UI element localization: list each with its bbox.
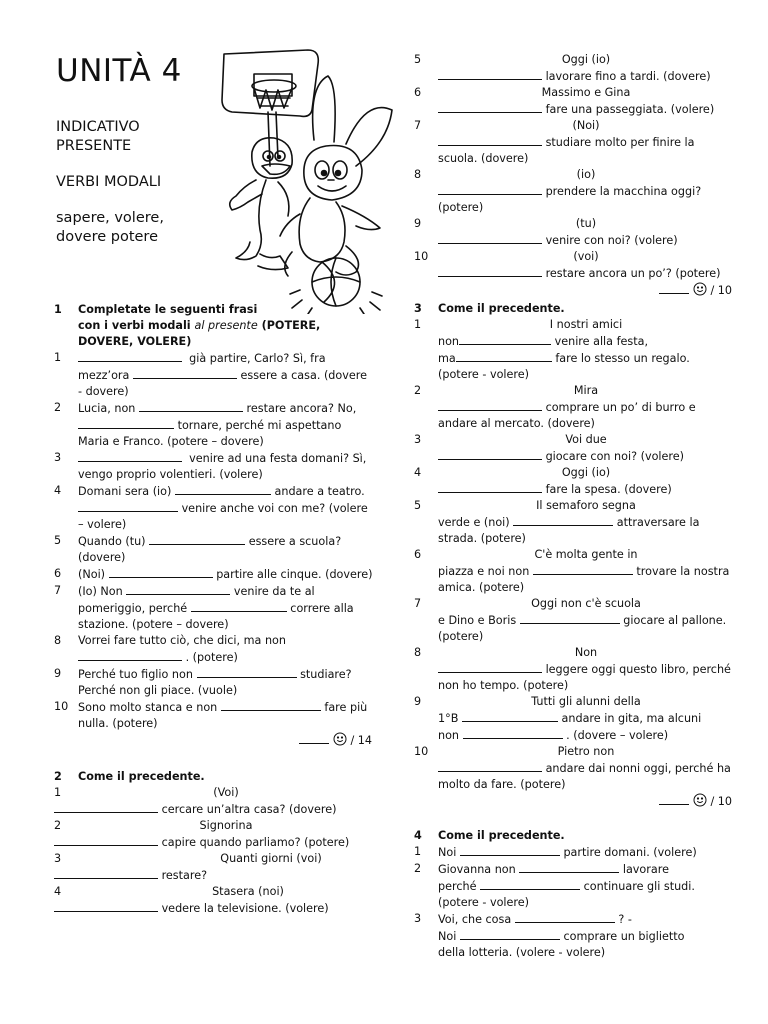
answer-blank[interactable] (438, 183, 542, 195)
list-item: 4 Stasera (noi) vedere la televisione. (volere) (54, 885, 329, 915)
right-column (414, 52, 734, 961)
answer-blank[interactable] (438, 101, 542, 113)
answer-blank[interactable] (438, 68, 542, 80)
list-item: 8 (io) prendere la macchina oggi? (potere) (414, 168, 702, 214)
list-item: 3 Voi due giocare con noi? (volere) (414, 433, 685, 463)
list-item: 10 Sono molto stanca e non fare più nulla. (potere) (54, 700, 368, 730)
subtitle-tense: INDICATIVO PRESENTE (56, 119, 140, 154)
answer-blank[interactable] (533, 563, 633, 575)
ex3-instructions: 3 Come il precedente. (414, 302, 565, 315)
answer-blank[interactable] (78, 649, 182, 661)
answer-blank[interactable] (175, 483, 271, 495)
left-column (54, 302, 374, 917)
subtitle-topic: VERBI MODALI (56, 174, 162, 190)
list-item: 6 C'è molta gente in piazza e noi non trovare la nostra amica. (potere) (414, 548, 730, 594)
list-item: 2 Giovanna non lavorare perché continuare gli studi. (potere - volere) (414, 862, 695, 909)
list-item: 9 Perché tuo figlio non studiare? Perché non gli piace. (vuole) (54, 667, 352, 697)
list-item: 4 Domani sera (io) andare a teatro. venire anche voi con me? (volere – volere) (54, 484, 368, 531)
list-item: 1 Noi partire domani. (volere) (414, 845, 697, 859)
subtitle-verbs: sapere, volere, dovere potere (56, 210, 164, 245)
answer-blank[interactable] (109, 566, 213, 578)
answer-blank[interactable] (463, 727, 563, 739)
list-item: 3 Quanti giorni (voi) restare? (54, 852, 322, 882)
answer-blank[interactable] (438, 661, 542, 673)
list-item: 1 I nostri amici non venire alla festa, ma fare lo stesso un regalo. (potere - volere) (414, 318, 690, 381)
smiley-icon (333, 732, 347, 746)
answer-blank[interactable] (460, 928, 560, 940)
answer-blank[interactable] (197, 666, 297, 678)
answer-blank[interactable] (139, 400, 243, 412)
answer-blank[interactable] (438, 760, 542, 772)
answer-blank[interactable] (54, 834, 158, 846)
cartoon-illustration (196, 46, 404, 314)
answer-blank[interactable] (515, 911, 615, 923)
list-item: 2 Signorina capire quando parliamo? (potere) (54, 819, 350, 849)
ex4-instructions: 4 Come il precedente. (414, 829, 565, 842)
list-item: 6 (Noi) partire alle cinque. (dovere) (54, 567, 373, 581)
answer-blank[interactable] (456, 350, 552, 362)
answer-blank[interactable] (126, 583, 230, 595)
answer-blank[interactable] (438, 448, 542, 460)
page-title: UNITÀ 4 (56, 53, 182, 89)
answer-blank[interactable] (54, 900, 158, 912)
list-item: 10 Pietro non andare dai nonni oggi, perché ha molto da fare. (potere) (414, 745, 731, 791)
score-blank[interactable] (299, 732, 329, 744)
list-item: 2 Lucia, non restare ancora? No, tornare, perché mi aspettano Maria e Franco. (potere – dovere) (54, 401, 357, 448)
answer-blank[interactable] (78, 417, 174, 429)
list-item: 4 Oggi (io) fare la spesa. (dovere) (414, 466, 672, 496)
score-blank[interactable] (659, 282, 689, 294)
list-item: 5 Il semaforo segna verde e (noi) attraversare la strada. (potere) (414, 499, 700, 545)
list-item: 1 (Voi) cercare un’altra casa? (dovere) (54, 786, 337, 816)
answer-blank[interactable] (133, 367, 237, 379)
answer-blank[interactable] (519, 861, 619, 873)
score-line: / 14 (54, 732, 374, 749)
ex2-instructions: 2 Come il precedente. (54, 770, 205, 783)
answer-blank[interactable] (438, 134, 542, 146)
score-line: / 10 (414, 793, 734, 810)
answer-blank[interactable] (459, 333, 551, 345)
answer-blank[interactable] (149, 533, 245, 545)
score-line: / 10 (414, 282, 734, 299)
list-item: 5 Oggi (io) lavorare fino a tardi. (dovere) (414, 53, 711, 83)
answer-blank[interactable] (78, 450, 182, 462)
answer-blank[interactable] (438, 265, 542, 277)
list-item: 7 (Noi) studiare molto per finire la scuola. (dovere) (414, 119, 695, 165)
score-blank[interactable] (659, 793, 689, 805)
list-item: 2 Mira comprare un po’ di burro e andare al mercato. (dovere) (414, 384, 696, 430)
answer-blank[interactable] (54, 867, 158, 879)
answer-blank[interactable] (460, 844, 560, 856)
answer-blank[interactable] (462, 710, 558, 722)
list-item: 9 (tu) venire con noi? (volere) (414, 217, 678, 247)
list-item: 3 venire ad una festa domani? Sì, vengo proprio volentieri. (volere) (54, 451, 367, 481)
answer-blank[interactable] (78, 350, 182, 362)
list-item: 3 Voi, che cosa ? - Noi comprare un biglietto della lotteria. (volere - volere) (414, 912, 685, 959)
answer-blank[interactable] (78, 500, 178, 512)
list-item: 1 già partire, Carlo? Sì, fra mezz’ora essere a casa. (dovere - dovere) (54, 351, 367, 398)
answer-blank[interactable] (480, 878, 580, 890)
list-item: 7 (Io) Non venire da te al pomeriggio, perché correre alla stazione. (potere – dovere) (54, 584, 354, 631)
smiley-icon (693, 793, 707, 807)
list-item: 10 (voi) restare ancora un po’? (potere) (414, 250, 721, 280)
ex1-instructions: 1 Completate le seguenti frasi con i verbi modali al presente (POTERE, DOVERE, VOLERE) (54, 303, 321, 348)
answer-blank[interactable] (54, 801, 158, 813)
smiley-icon (693, 282, 707, 296)
answer-blank[interactable] (221, 699, 321, 711)
answer-blank[interactable] (513, 514, 613, 526)
answer-blank[interactable] (520, 612, 620, 624)
list-item: 8 Non leggere oggi questo libro, perché non ho tempo. (potere) (414, 646, 731, 692)
list-item: 7 Oggi non c'è scuola e Dino e Boris giocare al pallone. (potere) (414, 597, 727, 643)
list-item: 5 Quando (tu) essere a scuola? (dovere) (54, 534, 342, 564)
list-item: 9 Tutti gli alunni della 1°B andare in gita, ma alcuni non . (dovere – volere) (414, 695, 702, 742)
answer-blank[interactable] (438, 481, 542, 493)
list-item: 8 Vorrei fare tutto ciò, che dici, ma non . (potere) (54, 634, 286, 664)
answer-blank[interactable] (191, 600, 287, 612)
list-item: 6 Massimo e Gina fare una passeggiata. (volere) (414, 86, 715, 116)
answer-blank[interactable] (438, 399, 542, 411)
answer-blank[interactable] (438, 232, 542, 244)
